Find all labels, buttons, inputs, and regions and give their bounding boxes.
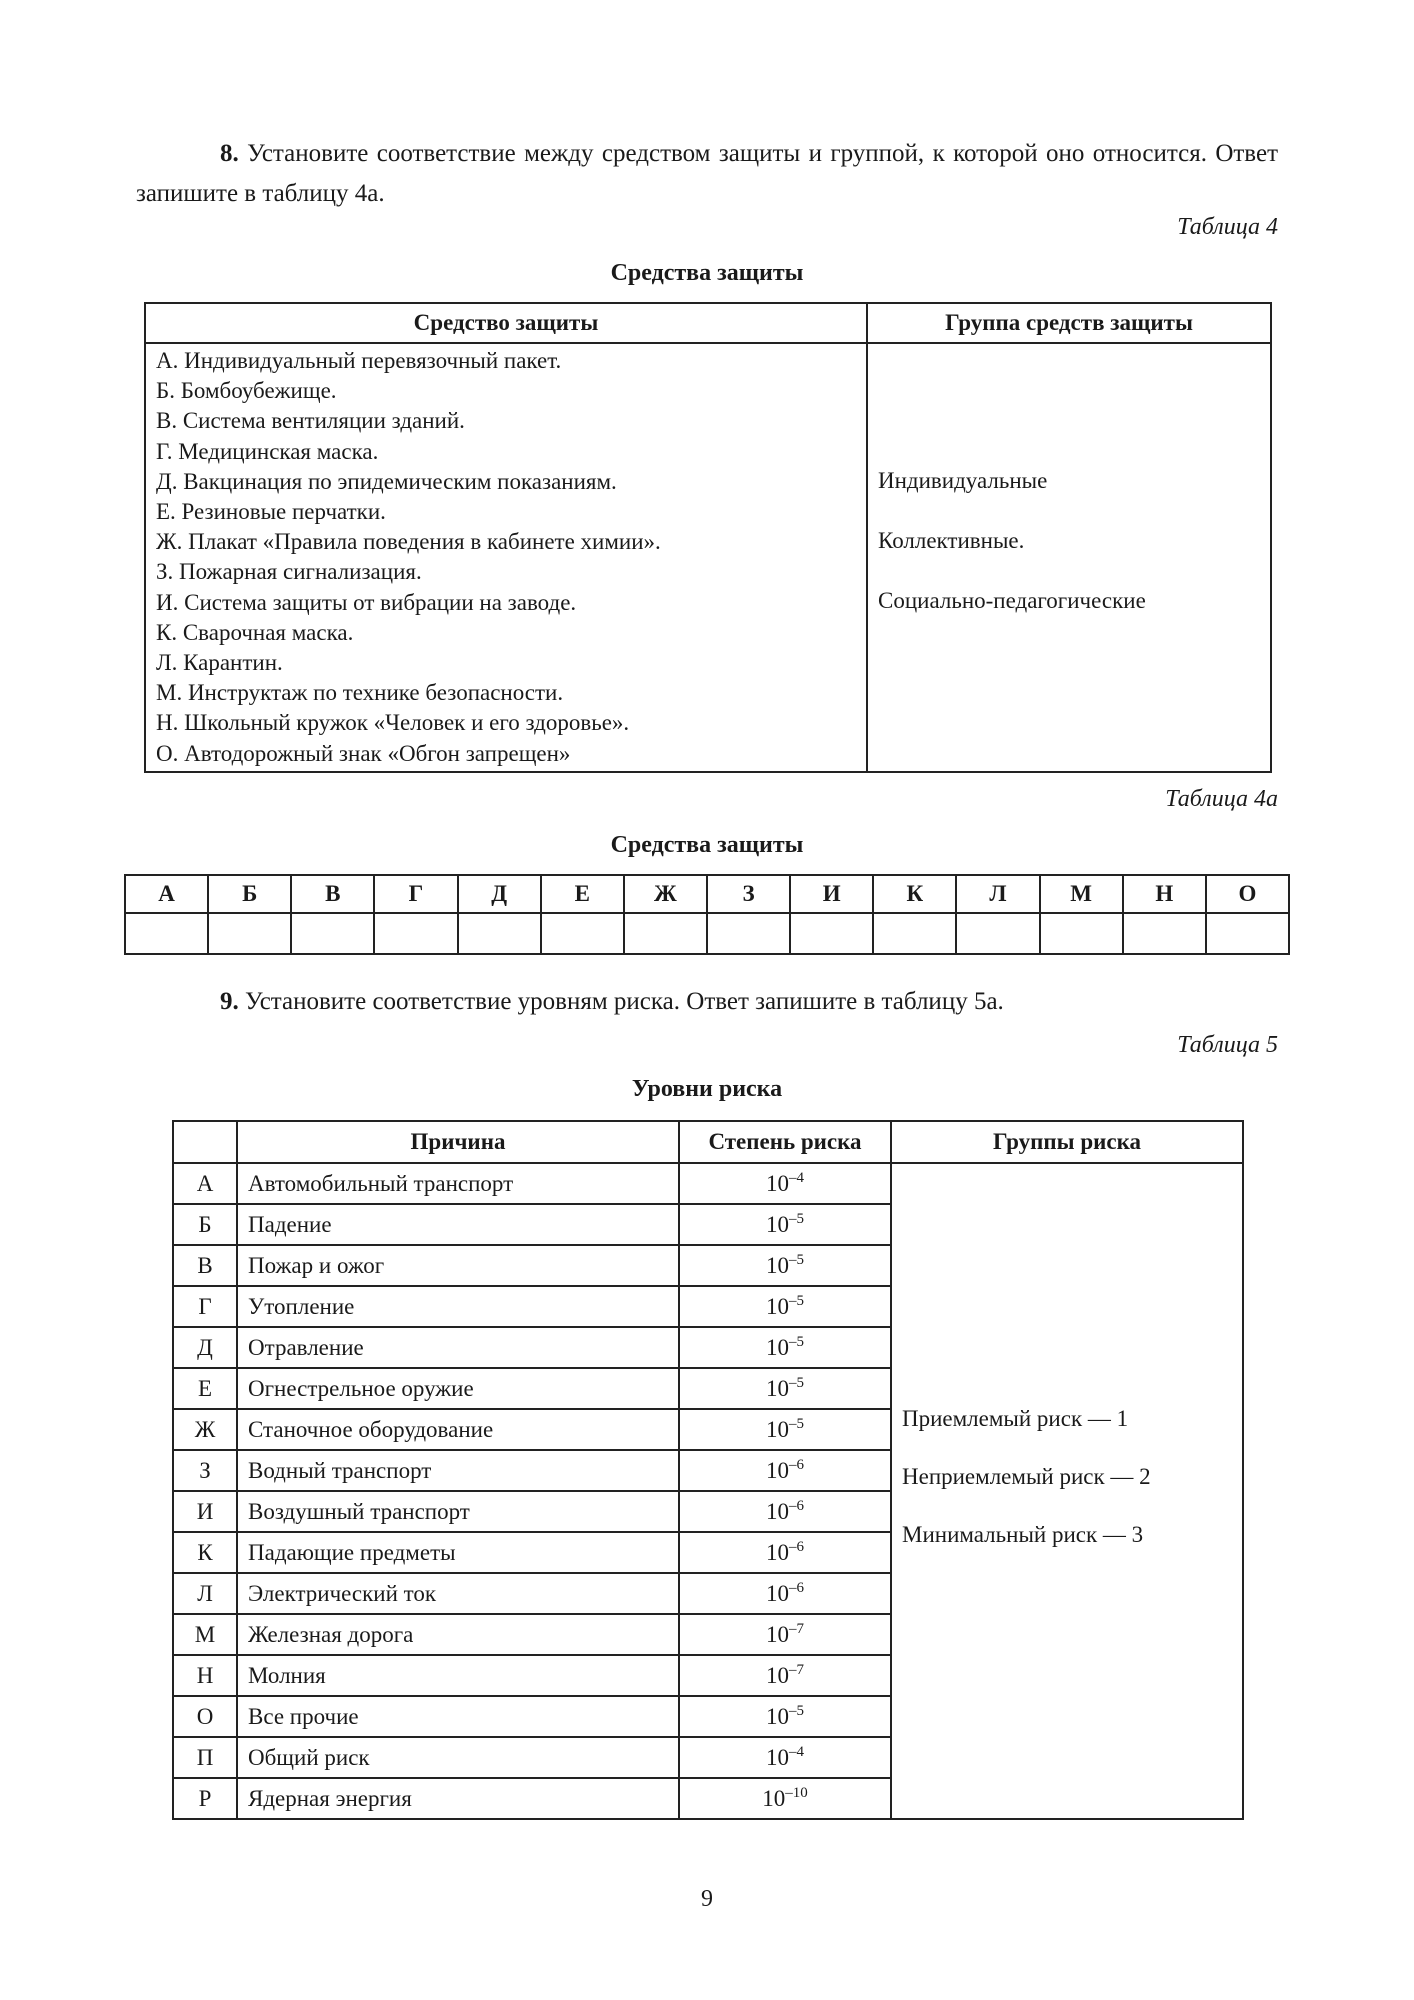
table-row xyxy=(173,1163,1243,1204)
means-item: Н. Школьный кружок «Человек и его здоровье». xyxy=(156,710,630,736)
answer-cell[interactable] xyxy=(790,913,873,954)
answer-cell[interactable] xyxy=(458,913,541,954)
answer-cell[interactable] xyxy=(873,913,956,954)
row-letter: О xyxy=(173,1696,237,1737)
degree-base: 10 xyxy=(766,1253,789,1278)
row-cause: Ядерная энергия xyxy=(237,1778,679,1819)
row-letter: В xyxy=(173,1245,237,1286)
means-item: Ж. Плакат «Правила поведения в кабинете химии». xyxy=(156,529,661,555)
answer-cell[interactable] xyxy=(541,913,624,954)
row-degree xyxy=(679,1368,891,1409)
task-9-number: 9. xyxy=(220,988,239,1015)
row-degree xyxy=(679,1573,891,1614)
row-cause: Отравление xyxy=(237,1327,679,1368)
degree-base: 10 xyxy=(766,1745,789,1770)
row-cause: Пожар и ожог xyxy=(237,1245,679,1286)
means-item: И. Система защиты от вибрации на заводе. xyxy=(156,589,577,615)
row-cause: Воздушный транспорт xyxy=(237,1491,679,1532)
risk-group-2: Неприемлемый риск — 2 xyxy=(902,1464,1151,1489)
degree-exponent: –5 xyxy=(789,1334,804,1350)
row-letter: Д xyxy=(173,1327,237,1368)
means-item: А. Индивидуальный перевязочный пакет. xyxy=(156,348,562,373)
table-5-label: Таблица 5 xyxy=(1177,1032,1278,1058)
answer-cell[interactable] xyxy=(291,913,374,954)
table-5-letter-header xyxy=(173,1121,237,1163)
answer-letter-header: И xyxy=(790,875,873,913)
row-letter: Р xyxy=(173,1778,237,1819)
answer-cell[interactable] xyxy=(624,913,707,954)
answer-cell[interactable] xyxy=(374,913,457,954)
row-cause: Молния xyxy=(237,1655,679,1696)
table-4a-title: Средства защиты xyxy=(610,832,804,858)
degree-base: 10 xyxy=(766,1294,789,1319)
task-8-text xyxy=(136,134,1278,214)
row-degree xyxy=(679,1778,891,1819)
degree-base: 10 xyxy=(766,1458,789,1483)
degree-base: 10 xyxy=(766,1376,789,1401)
table-4-header-row xyxy=(145,303,1271,343)
table-4-col-means-header: Средство защиты xyxy=(145,303,867,343)
row-letter: А xyxy=(173,1163,237,1204)
answer-letter-header: В xyxy=(291,875,374,913)
table-4-groups-cell xyxy=(867,343,1271,772)
row-letter: Е xyxy=(173,1368,237,1409)
answer-letter-header: Е xyxy=(541,875,624,913)
answer-letter-header: Б xyxy=(208,875,291,913)
degree-base: 10 xyxy=(766,1171,789,1196)
means-item: Е. Резиновые перчатки. xyxy=(156,499,386,525)
table-4-body-row xyxy=(145,343,1271,772)
risk-group-3: Минимальный риск — 3 xyxy=(902,1522,1144,1547)
row-letter: М xyxy=(173,1614,237,1655)
answer-letter-header: Г xyxy=(374,875,457,913)
answer-letter-header: К xyxy=(873,875,956,913)
table-4-label: Таблица 4 xyxy=(1177,214,1278,240)
degree-exponent: –5 xyxy=(789,1293,804,1309)
row-cause: Общий риск xyxy=(237,1737,679,1778)
group-social-pedagogical: Социально-педагогические xyxy=(878,588,1146,613)
table-4-means-list xyxy=(145,343,867,772)
task-9-body: Установите соответствие уровням риска. Ответ запишите в таблицу 5а. xyxy=(238,988,1004,1015)
row-degree xyxy=(679,1696,891,1737)
degree-exponent: –5 xyxy=(789,1211,804,1227)
answer-cell[interactable] xyxy=(1040,913,1123,954)
means-item: М. Инструктаж по технике безопасности. xyxy=(156,680,564,706)
table-5-title: Уровни риска xyxy=(631,1076,783,1102)
degree-exponent: –5 xyxy=(789,1416,804,1432)
means-item: Г. Медицинская маска. xyxy=(156,438,379,464)
degree-base: 10 xyxy=(766,1417,789,1442)
table-4a-answer-row xyxy=(125,913,1289,954)
degree-base: 10 xyxy=(766,1335,789,1360)
degree-exponent: –6 xyxy=(789,1457,804,1473)
degree-base: 10 xyxy=(766,1663,789,1688)
table-4-title: Средства защиты xyxy=(610,260,804,286)
degree-base: 10 xyxy=(766,1499,789,1524)
answer-letter-header: М xyxy=(1040,875,1123,913)
table-5-header-row xyxy=(173,1121,1243,1163)
table-4-protection-means xyxy=(144,302,1272,773)
degree-base: 10 xyxy=(766,1622,789,1647)
row-degree xyxy=(679,1409,891,1450)
row-degree xyxy=(679,1532,891,1573)
group-collective: Коллективные. xyxy=(878,528,1025,553)
table-5-risk-levels xyxy=(172,1120,1244,1820)
degree-exponent: –6 xyxy=(789,1539,804,1555)
row-degree xyxy=(679,1163,891,1204)
row-degree xyxy=(679,1450,891,1491)
answer-letter-header: Н xyxy=(1123,875,1206,913)
answer-cell[interactable] xyxy=(1123,913,1206,954)
row-letter: Л xyxy=(173,1573,237,1614)
table-5-degree-header: Степень риска xyxy=(679,1121,891,1163)
row-cause: Станочное оборудование xyxy=(237,1409,679,1450)
row-letter: Г xyxy=(173,1286,237,1327)
means-item: К. Сварочная маска. xyxy=(156,619,354,645)
table-5-groups-header: Группы риска xyxy=(891,1121,1243,1163)
group-individual: Индивидуальные xyxy=(878,468,1048,493)
degree-exponent: –4 xyxy=(789,1170,804,1186)
row-cause: Огнестрельное оружие xyxy=(237,1368,679,1409)
table-5-cause-header: Причина xyxy=(237,1121,679,1163)
row-degree xyxy=(679,1655,891,1696)
row-letter: П xyxy=(173,1737,237,1778)
table-4-col-group-header: Группа средств защиты xyxy=(867,303,1271,343)
row-degree xyxy=(679,1737,891,1778)
answer-cell[interactable] xyxy=(956,913,1039,954)
table-5-groups-cell xyxy=(891,1163,1243,1819)
degree-base: 10 xyxy=(766,1212,789,1237)
degree-exponent: –5 xyxy=(789,1375,804,1391)
degree-base: 10 xyxy=(762,1786,786,1811)
row-degree xyxy=(679,1245,891,1286)
means-item: З. Пожарная сигнализация. xyxy=(156,559,422,585)
row-letter: Б xyxy=(173,1204,237,1245)
degree-exponent: –6 xyxy=(789,1498,804,1514)
row-cause: Автомобильный транспорт xyxy=(237,1163,679,1204)
degree-exponent: –7 xyxy=(789,1662,804,1678)
row-degree xyxy=(679,1204,891,1245)
answer-letter-header: Л xyxy=(956,875,1039,913)
means-item: Л. Карантин. xyxy=(156,650,283,676)
means-item: Б. Бомбоубежище. xyxy=(156,378,337,404)
row-cause: Утопление xyxy=(237,1286,679,1327)
answer-letter-header: О xyxy=(1206,875,1289,913)
row-letter: И xyxy=(173,1491,237,1532)
row-letter: З xyxy=(173,1450,237,1491)
row-letter: К xyxy=(173,1532,237,1573)
answer-cell[interactable] xyxy=(707,913,790,954)
answer-letter-header: Ж xyxy=(624,875,707,913)
degree-exponent: –6 xyxy=(789,1580,804,1596)
risk-group-1: Приемлемый риск — 1 xyxy=(902,1406,1129,1431)
row-degree xyxy=(679,1491,891,1532)
task-9-text xyxy=(136,982,1278,1022)
degree-exponent: –5 xyxy=(789,1703,804,1719)
row-cause: Водный транспорт xyxy=(237,1450,679,1491)
answer-cell[interactable] xyxy=(1206,913,1289,954)
answer-cell[interactable] xyxy=(208,913,291,954)
table-4a-header-row xyxy=(125,875,1289,913)
task-8-body: Установите соответствие между средством защиты и группой, к которой оно относится. Ответ запишите в таблицу 4а. xyxy=(136,140,1278,207)
row-letter: Н xyxy=(173,1655,237,1696)
degree-base: 10 xyxy=(766,1540,789,1565)
row-cause: Падающие предметы xyxy=(237,1532,679,1573)
row-cause: Электрический ток xyxy=(237,1573,679,1614)
row-degree xyxy=(679,1286,891,1327)
degree-exponent: –5 xyxy=(789,1252,804,1268)
means-item: Д. Вакцинация по эпидемическим показаниям. xyxy=(156,468,617,494)
degree-exponent: –10 xyxy=(785,1785,808,1801)
table-4a-answer-grid xyxy=(124,874,1290,955)
means-item: О. Автодорожный знак «Обгон запрещен» xyxy=(156,740,571,766)
degree-exponent: –4 xyxy=(789,1744,804,1760)
means-item: В. Система вентиляции зданий. xyxy=(156,408,465,434)
answer-letter-header: З xyxy=(707,875,790,913)
row-cause: Железная дорога xyxy=(237,1614,679,1655)
row-cause: Все прочие xyxy=(237,1696,679,1737)
answer-cell[interactable] xyxy=(125,913,208,954)
answer-letter-header: Д xyxy=(458,875,541,913)
task-8-number: 8. xyxy=(220,140,239,167)
answer-letter-header: А xyxy=(125,875,208,913)
page-number: 9 xyxy=(701,1886,713,1912)
degree-base: 10 xyxy=(766,1581,789,1606)
row-cause: Падение xyxy=(237,1204,679,1245)
row-letter: Ж xyxy=(173,1409,237,1450)
row-degree xyxy=(679,1614,891,1655)
degree-exponent: –7 xyxy=(789,1621,804,1637)
row-degree xyxy=(679,1327,891,1368)
table-4a-label: Таблица 4а xyxy=(1165,786,1278,812)
degree-base: 10 xyxy=(766,1704,789,1729)
